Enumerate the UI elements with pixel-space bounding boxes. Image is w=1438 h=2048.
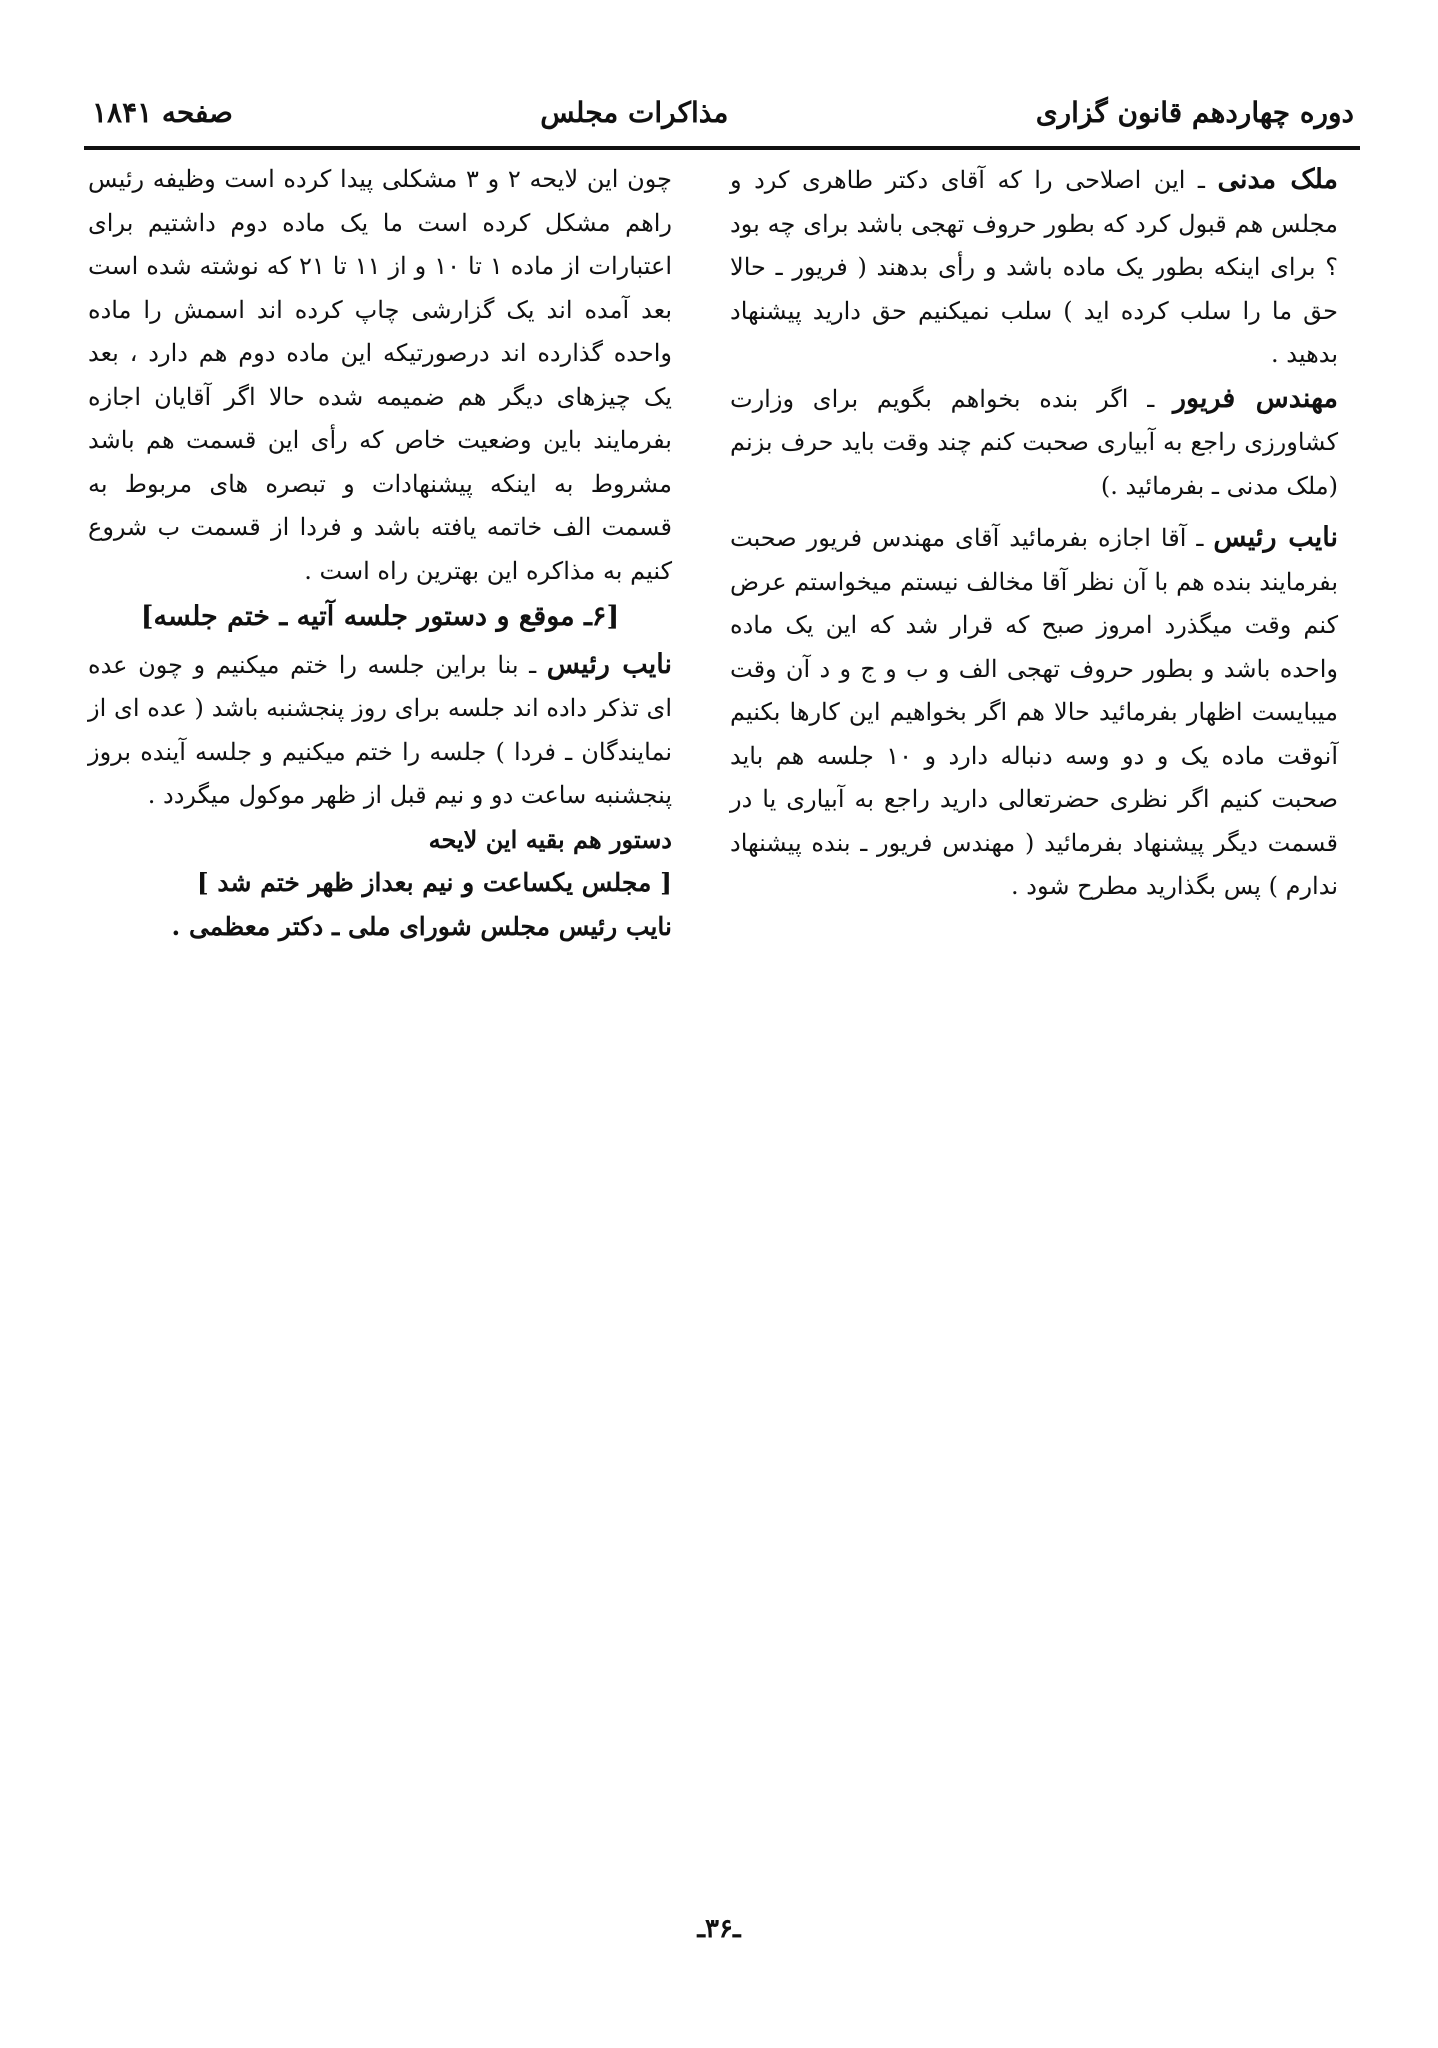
paragraph — [730, 516, 1338, 909]
speech-text: ـ آقا اجازه بفرمائید آقای مهندس فریور صحبت بفرمایند بنده هم با آن نظر آقا مخالف نیستم میخواستم عرض کنم وقت میگذرد امروز صبح که قرار شد که این یک ماده واحده باشد و بطور حروف تهجی الف و ب و ج و د آن وقت میبایست اظهار بفرمائید حالا هم اگر بخواهیم این کارها بکنیم آنوقت ماده یک و دو وسه دنباله دارد و ۱۰ جلسه هم باید صحبت کنیم اگر نظری حضرتعالی دارید راجع به آبیاری یا در قسمت دیگر پیشنهاد بفرمائید ( مهندس فریور ـ بنده پیشنهاد ندارم ) پس بگذارید مطرح شود . — [730, 524, 1339, 900]
section-heading: [۶ـ موقع و دستور جلسه آتیه ـ ختم جلسه] — [140, 601, 620, 632]
right-column — [730, 158, 1338, 2048]
speech-text: ـ این اصلاحی را که آقای دکتر طاهری کرد و مجلس هم قبول کرد که بطور حروف تهجی باشد برای چه بود ؟ برای اینکه بطور یک ماده باشد و رأی بدهند ( فریور ـ حالا حق ما را سلب کرده اید ) سلب نمیکنیم حق دارید پیشنهاد بدهید . — [730, 166, 1338, 368]
publication-title: مذاکرات مجلس — [540, 96, 729, 129]
agenda-line: دستور هم بقیه این لایحه — [428, 824, 672, 854]
adjournment-note: [ مجلس یکساعت و نیم بعداز ظهر ختم شد ] — [196, 868, 672, 897]
paragraph — [730, 158, 1338, 377]
left-column — [88, 158, 672, 2048]
paragraph — [730, 377, 1338, 509]
paragraph: چون این لایحه ۲ و ۳ مشکلی پیدا کرده است وظیفه رئیس راهم مشکل کرده است ما یک ماده دوم داشتیم برای اعتبارات از ماده ۱ تا ۱۰ و از ۱۱ تا ۲۱ که نوشته شده است بعد آمده اند یک گزارشی چاپ کرده اند اسمش را ماده واحده گذارده اند درصورتیکه این ماده دوم هم دارد ، بعد یک چیزهای دیگر هم ضمیمه شده حالا اگر آقایان اجازه بفرمایند باین وضعیت خاص که رأی این قسمت هم باشد مشروط به اینکه پیشنهادات و تبصره های مربوط به قسمت الف خاتمه یافته باشد و فردا از قسمت ب شروع کنیم به مذاکره این بهترین راه است . — [88, 165, 673, 585]
session-period: دوره چهاردهم قانون گزاری — [1035, 96, 1354, 129]
header-rule — [84, 146, 1360, 150]
signature-line: نایب رئیس مجلس شورای ملی ـ دکتر معظمی . — [171, 911, 672, 941]
speaker-name: ملک مدنی — [1217, 164, 1338, 195]
paragraph — [88, 643, 672, 818]
speech-text: ـ بنا براین جلسه را ختم میکنیم و چون عده ای تذکر داده اند جلسه برای روز پنجشنبه باشد ( عده ای از نمایندگان ـ فردا ) جلسه را ختم میکنیم و جلسه آینده بروز پنجشنبه ساعت دو و نیم قبل از ظهر موکول میگردد . — [88, 650, 672, 809]
speech-text: ـ اگر بنده بخواهم بگویم برای وزارت کشاورزی راجع به آبیاری صحبت کنم چند وقت باید حرف بزنم (ملک مدنی ـ بفرمائید .) — [730, 384, 1338, 500]
page-label: صفحه ۱۸۴۱ — [92, 96, 233, 129]
speaker-name: نایب رئیس — [1213, 522, 1338, 553]
page-number: ـ۳۶ـ — [697, 1914, 741, 1944]
page-header — [92, 96, 1354, 140]
speaker-name: مهندس فریور — [1172, 382, 1338, 414]
speaker-name: نایب رئیس — [546, 648, 672, 680]
